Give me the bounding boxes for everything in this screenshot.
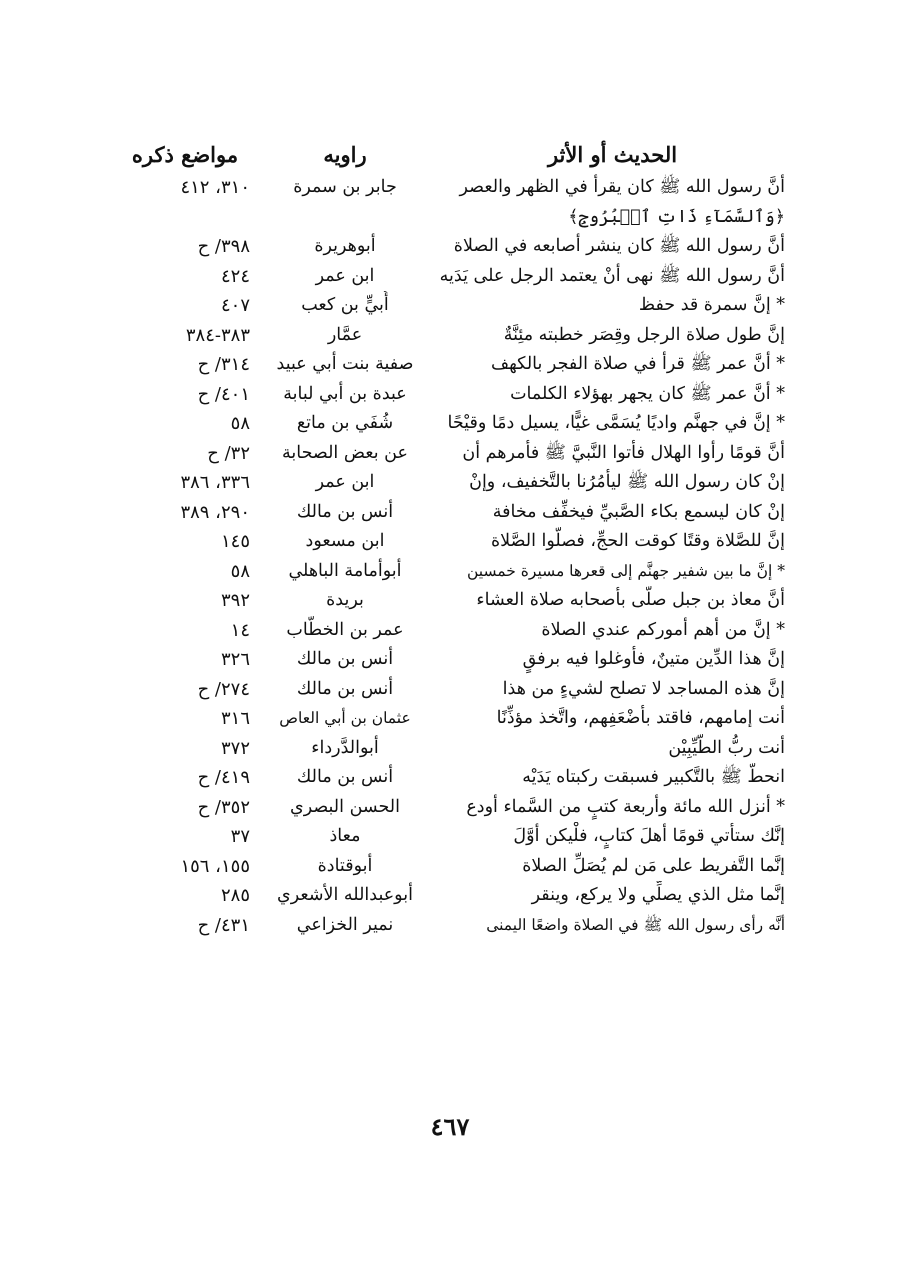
- table-row: [120, 763, 785, 793]
- hadith-text: * أنَّ عمر ﷺ قرأ في صلاة الفجر بالكهف: [490, 354, 785, 374]
- header-locations: مواضع ذكره: [131, 142, 239, 167]
- narrator-name: عثمان بن أبي العاص: [279, 709, 411, 727]
- locations-ref: ٣١٠، ٤١٢: [180, 177, 250, 198]
- table-row: [120, 321, 785, 351]
- locations-ref: ١٥٥، ١٥٦: [180, 855, 250, 877]
- hadith-text: أنَّ رسول الله ﷺ كان يقرأ في الظهر والعصر: [459, 177, 785, 197]
- table-row: [120, 852, 785, 882]
- hadith-text: أنَّ معاذ بن جبل صلَّى بأصحابه صلاة العشاء: [476, 590, 785, 610]
- table-row: [120, 498, 785, 528]
- narrator-name: بريدة: [326, 590, 364, 610]
- locations-ref: ٣٩٢: [220, 590, 250, 611]
- hadith-text: إنْ كان رسول الله ﷺ ليأمُرُنا بالتَّخفيف، وإنْ: [469, 472, 785, 492]
- narrator-name: الحسن البصري: [290, 796, 400, 817]
- header-narrator: راويه: [323, 142, 367, 167]
- table-body: [120, 173, 785, 940]
- table-row: [120, 793, 785, 823]
- narrator-name: ابن عمر: [315, 265, 375, 286]
- locations-ref: ٣١٦: [220, 708, 250, 729]
- hadith-text: إنْ كان ليسمع بكاء الصَّبيِّ فيخفِّف مخافة: [492, 501, 785, 522]
- locations-ref: ٤٣١/ ح: [197, 914, 250, 936]
- hadith-text: * إنَّ في جهنَّم واديًا يُسَمَّى غيًّا، يسيل دمًا وقيْحًا: [447, 413, 785, 433]
- table-row: [120, 586, 785, 616]
- hadith-text: أنت ربُّ الطَّيِّبِيْن: [668, 737, 785, 758]
- narrator-name: عمَّار: [327, 324, 363, 345]
- locations-ref: ٣٧: [230, 826, 250, 847]
- hadith-text: أنَّ رسول الله ﷺ كان ينشر أصابعه في الصلاة: [453, 236, 785, 256]
- hadith-text: أنت إمامهم، فاقتد بأضْعَفِهم، واتَّخذ مؤذِّنًا: [496, 708, 785, 728]
- hadith-text: أنَّه رأى رسول الله ﷺ في الصلاة واضعًا اليمنى: [486, 915, 785, 934]
- locations-ref: ٤١٩/ ح: [197, 767, 250, 788]
- table-row: [120, 173, 785, 203]
- locations-ref: ٣٢٦: [220, 649, 250, 670]
- locations-ref: ١٤٥: [220, 531, 250, 552]
- narrator-name: أنس بن مالك: [296, 678, 394, 699]
- locations-ref: ٥٨: [230, 413, 250, 434]
- narrator-name: نمير الخزاعي: [296, 914, 394, 935]
- table-row: [120, 645, 785, 675]
- narrator-name: أبوأمامة الباهلي: [288, 560, 402, 581]
- hadith-text: إنَّ هذه المساجد لا تصلح لشيءٍ من هذا: [502, 678, 785, 699]
- table-row: [120, 734, 785, 764]
- hadith-text: إنَّ طول صلاة الرجل وقِصَر خطبته مئِنَّةٌ: [503, 324, 785, 345]
- narrator-name: عن بعض الصحابة: [282, 442, 408, 463]
- locations-ref: ٥٨: [230, 560, 250, 582]
- header-hadith: الحديث أو الأثر: [547, 142, 678, 167]
- locations-ref: ٣٥٢/ ح: [197, 796, 250, 818]
- hadith-text: * إنَّ من أهم أموركم عندي الصلاة: [541, 619, 785, 640]
- narrator-name: أنس بن مالك: [296, 649, 394, 669]
- table-row: [120, 262, 785, 292]
- narrator-name: أنس بن مالك: [296, 501, 394, 522]
- table-row: [120, 557, 785, 587]
- hadith-text: * إنَّ سمرة قد حفظ: [638, 295, 785, 315]
- narrator-name: أبوعبدالله الأشعري: [277, 885, 413, 905]
- locations-ref: ٢٨٥: [220, 885, 250, 906]
- narrator-name: ابن مسعود: [305, 531, 385, 551]
- table-row: [120, 380, 785, 410]
- hadith-text: إنَّك ستأتي قومًا أهلَ كتابٍ، فلْيكن أوَّلَ: [513, 826, 785, 846]
- locations-ref: ٢٩٠، ٣٨٩: [180, 501, 250, 523]
- hadith-text: * أنزل الله مائة وأربعة كتبٍ من السَّماء أودع: [466, 796, 785, 817]
- locations-ref: ٣١٤/ ح: [197, 354, 250, 375]
- narrator-name: معاذ: [329, 826, 361, 846]
- table-row: [120, 911, 785, 941]
- table-row: [120, 409, 785, 439]
- hadith-text: أنَّ رسول الله ﷺ نهى أنْ يعتمد الرجل على يَدَيه: [440, 265, 785, 286]
- narrator-name: عبدة بن أبي لبابة: [283, 383, 407, 404]
- narrator-name: أُبيٍّ بن كعب: [301, 295, 389, 315]
- table-row: [120, 675, 785, 705]
- narrator-name: أبوالدَّرداء: [311, 737, 379, 758]
- locations-ref: ٣٢/ ح: [207, 442, 250, 464]
- locations-ref: ٤٠٧: [220, 295, 250, 316]
- locations-ref: ٣٨٣-٣٨٤: [185, 324, 250, 346]
- table-row: [120, 616, 785, 646]
- locations-ref: ٤٢٤: [220, 265, 250, 287]
- hadith-text: ﴿وَٱلسَّمَآءِ ذَاتِ ٱلۡبُرُوجِ﴾: [568, 206, 785, 227]
- narrator-name: جابر بن سمرة: [293, 177, 397, 197]
- hadith-text: إنَّ للصَّلاة وقتًا كوقت الحجِّ، فصلُّوا الصَّلاة: [490, 531, 785, 551]
- locations-ref: ٣٩٨/ ح: [197, 236, 250, 257]
- hadith-text: * أنَّ عمر ﷺ كان يجهر بهؤلاء الكلمات: [510, 383, 785, 404]
- table-row: [120, 704, 785, 734]
- table-row: [120, 203, 785, 233]
- hadith-text: إنَّ هذا الدِّين متينٌ، فأوغلوا فيه برفقٍ: [522, 649, 785, 669]
- table-row: [120, 350, 785, 380]
- table-row: [120, 822, 785, 852]
- page-number: ٤٦٧: [430, 1112, 470, 1141]
- hadith-text: إنَّما مثل الذي يصلِّي ولا يركع، وينقر: [531, 885, 785, 905]
- table-row: [120, 232, 785, 262]
- table-row: [120, 881, 785, 911]
- hadith-text: إنَّما التَّفريط على مَن لم يُصَلِّ الصلاة: [522, 855, 785, 876]
- narrator-name: شُفَي بن ماتع: [296, 413, 394, 433]
- narrator-name: أنس بن مالك: [296, 767, 394, 787]
- hadith-index-table: [120, 137, 785, 940]
- narrator-name: صفية بنت أبي عبيد: [276, 354, 414, 374]
- locations-ref: ٣٣٦، ٣٨٦: [180, 472, 250, 493]
- table-row: [120, 527, 785, 557]
- locations-ref: ٣٧٢: [220, 737, 250, 759]
- table-row: [120, 291, 785, 321]
- narrator-name: أبوقتادة: [317, 855, 373, 876]
- hadith-text: انحطَّ ﷺ بالتَّكبير فسبقت ركبتاه يَدَيْه: [522, 767, 785, 787]
- narrator-name: عمر بن الخطَّاب: [286, 619, 404, 640]
- locations-ref: ٤٠١/ ح: [197, 383, 250, 405]
- locations-ref: ١٤: [230, 619, 250, 641]
- table-header: [120, 137, 785, 173]
- narrator-name: أبوهريرة: [314, 236, 376, 256]
- narrator-name: ابن عمر: [315, 472, 375, 492]
- locations-ref: ٢٧٤/ ح: [197, 678, 250, 700]
- hadith-text: أنَّ قومًا رأوا الهلال فأتوا النَّبيَّ ﷺ فأمرهم أن: [462, 442, 785, 463]
- table-row: [120, 468, 785, 498]
- table-row: [120, 439, 785, 469]
- hadith-text: * إنَّ ما بين شفير جهنَّم إلى قعرها مسيرة خمسين: [467, 561, 785, 580]
